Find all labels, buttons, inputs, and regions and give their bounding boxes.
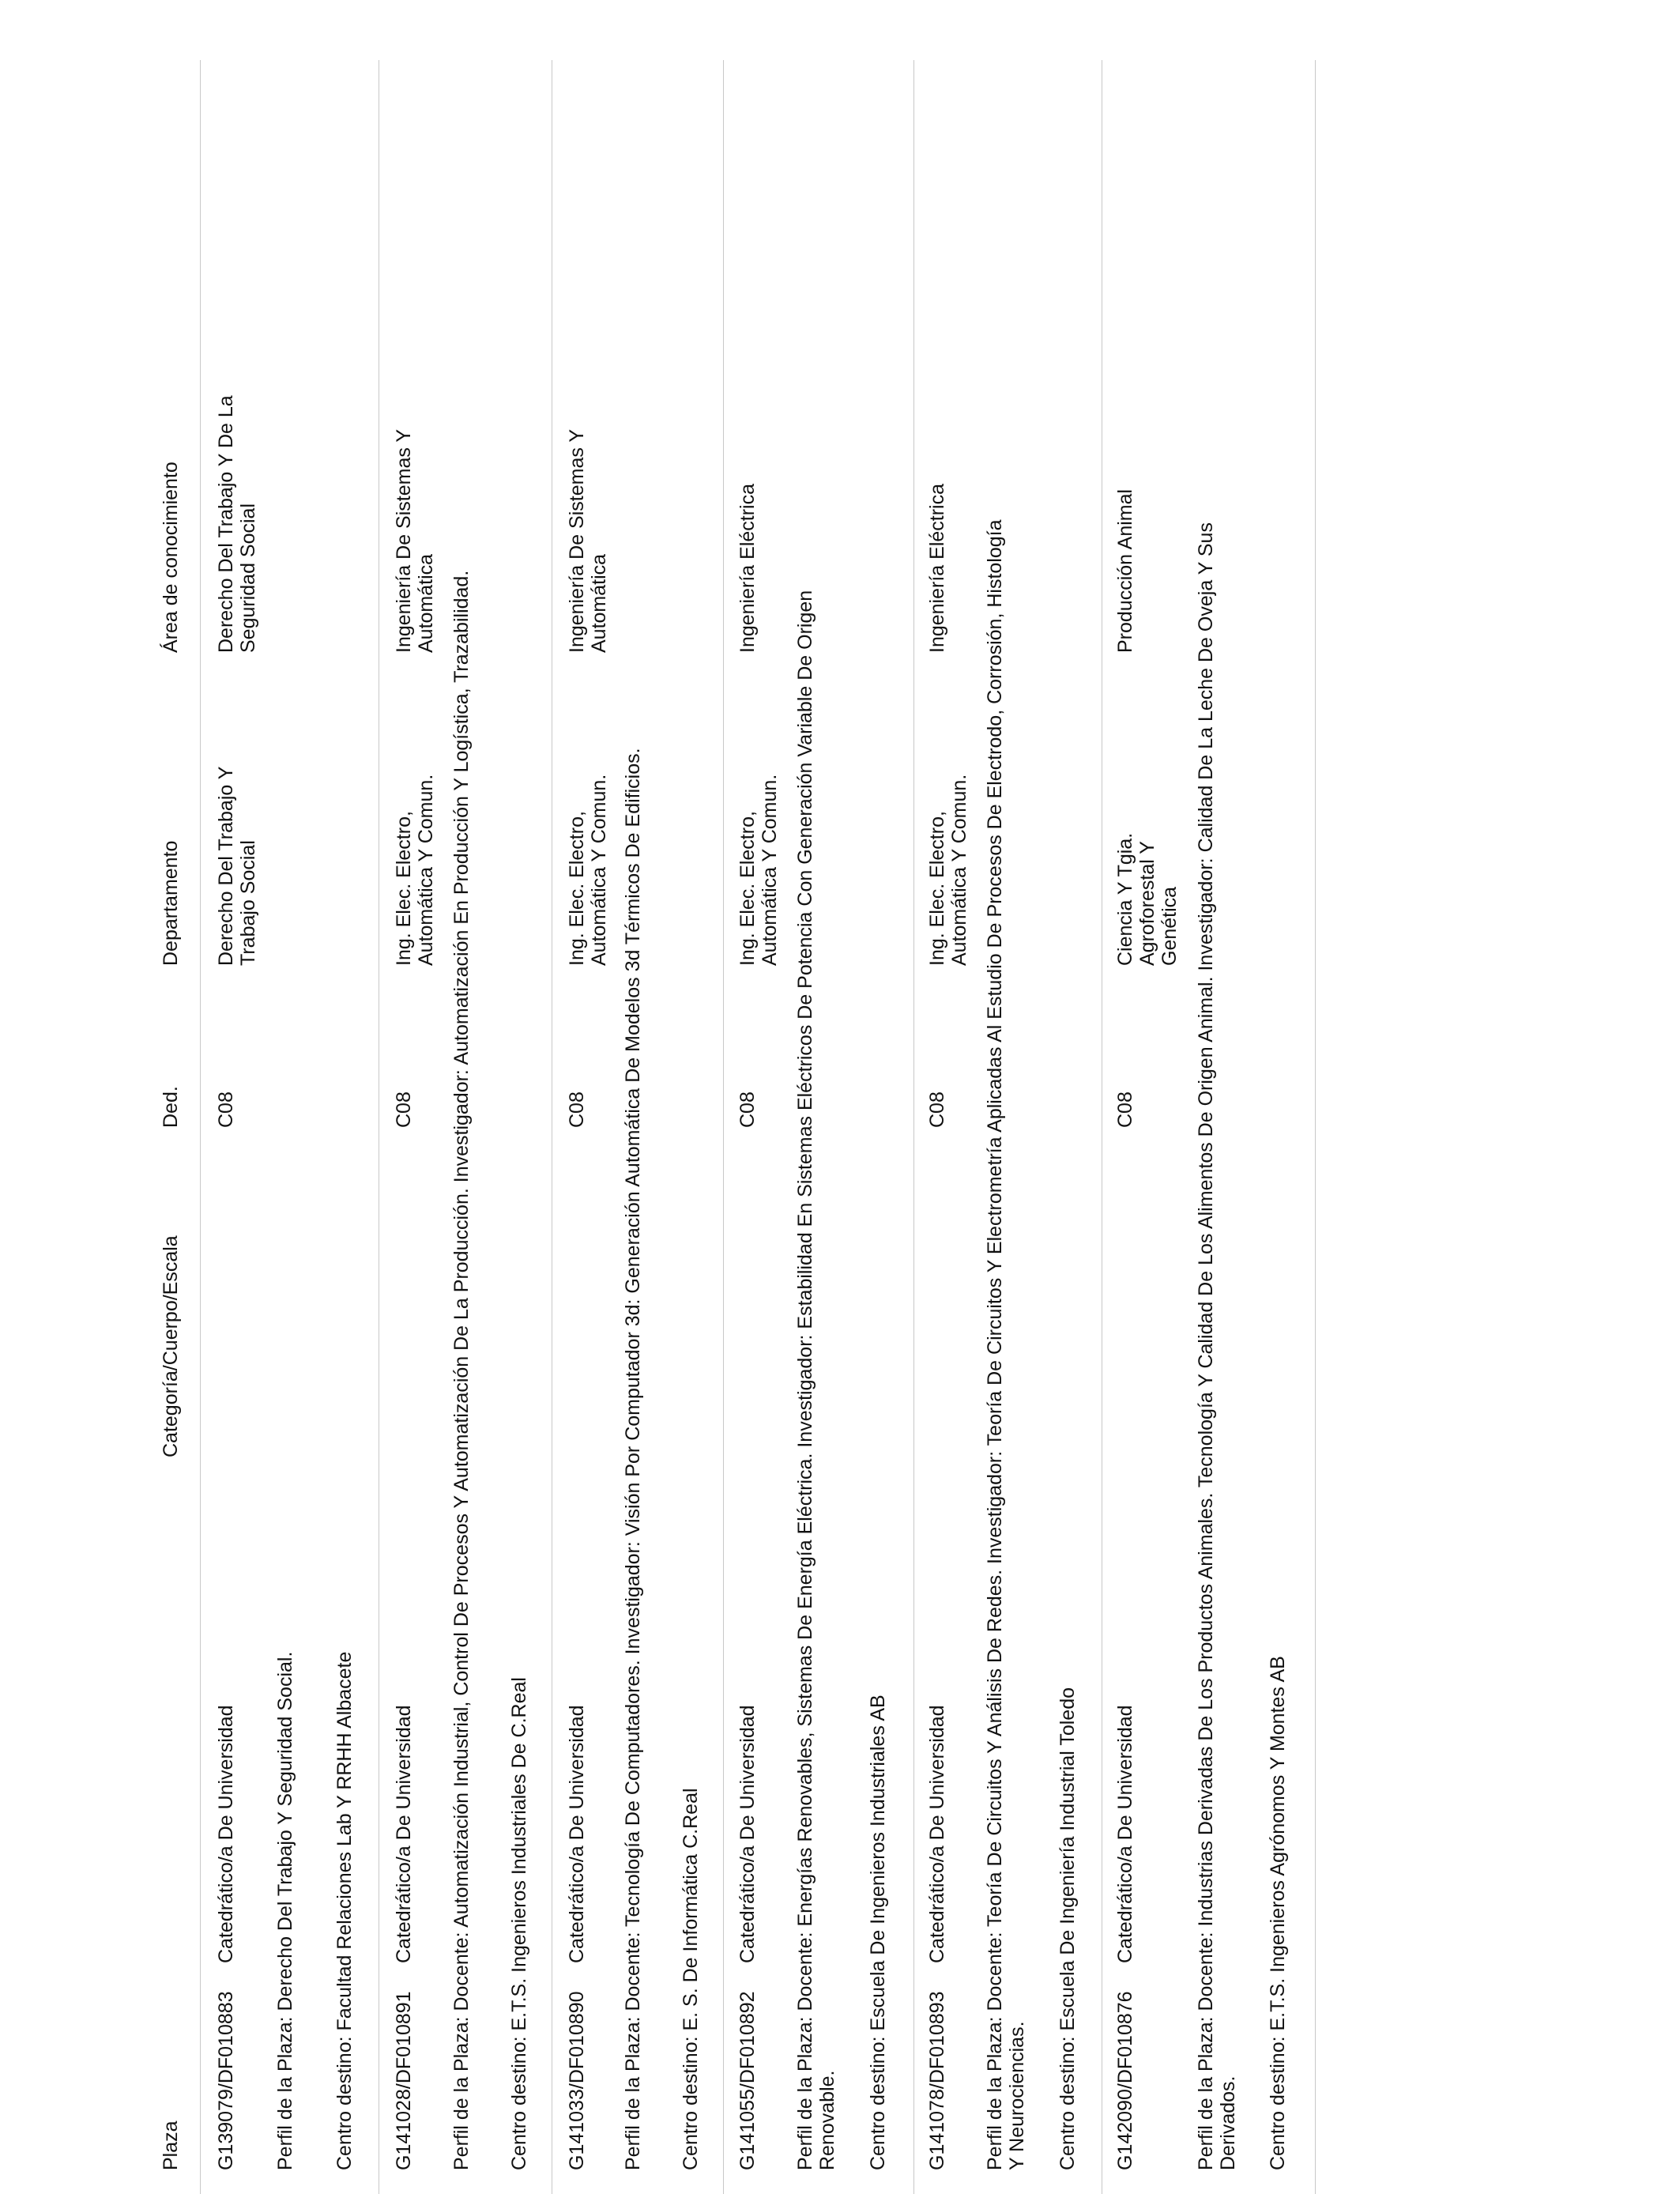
row-separator [723,60,724,2194]
row-separator [913,60,914,2194]
categoria-value: Catedrático/a De Universidad [215,1705,237,1963]
plaza-code: G141033/DF010890 [566,1991,588,2170]
departamento-line: Agroforestal Y [1136,841,1158,966]
departamento-line: Automática Y Comun. [948,774,970,966]
departamento-line: Automática Y Comun. [415,774,437,966]
centro-destino: Centro destino: E.T.S. Ingenieros Industriales De C.Real [508,1677,530,2170]
ded-value: C08 [215,1091,237,1128]
departamento-line: Derecho Del Trabajo Y [215,766,237,966]
area-line: Automática [415,553,437,653]
header-categoria: Categoría/Cuerpo/Escala [160,1235,182,1457]
area-line: Ingeniería De Sistemas Y [566,428,588,653]
perfil-line: Perfil de la Plaza: Docente: Teoría De Circuitos Y Análisis De Redes. Investigador: Teoría De Circuitos Y Electrometría Aplicadas Al Estudio De Procesos De Electrodo, Corrosión, Histología [984,519,1006,2170]
header-departamento: Departamento [160,840,182,966]
plaza-code: G141078/DF010893 [926,1991,948,2170]
departamento-line: Ing. Elec. Electro, [926,811,948,966]
area-line: Automática [588,553,610,653]
categoria-value: Catedrático/a De Universidad [1114,1705,1136,1963]
centro-destino: Centro destino: Escuela De Ingeniería Industrial Toledo [1057,1687,1079,2170]
departamento-line: Automática Y Comun. [588,774,610,966]
ded-value: C08 [926,1091,948,1128]
plaza-code: G139079/DF010883 [215,1991,237,2170]
ded-value: C08 [736,1091,759,1128]
ded-value: C08 [393,1091,415,1128]
perfil-line: Perfil de la Plaza: Docente: Automatización Industrial, Control De Procesos Y Automatización De La Producción. Investigador: Automatización En Producción Y Logística, Trazabilidad. [450,570,473,2170]
perfil-line: Perfil de la Plaza: Docente: Energías Renovables, Sistemas De Energía Eléctrica. Investigador: Estabilidad En Sistemas Eléctricos De Potencia Con Generación Variable De Origen [794,590,816,2170]
perfil-line: Y Neurociencias. [1006,2021,1028,2170]
area-line: Ingeniería Eléctrica [736,483,759,653]
departamento-line: Automática Y Comun. [759,774,781,966]
ded-value: C08 [1114,1091,1136,1128]
departamento-line: Ing. Elec. Electro, [736,811,759,966]
categoria-value: Catedrático/a De Universidad [393,1705,415,1963]
ded-value: C08 [566,1091,588,1128]
area-line: Ingeniería Eléctrica [926,483,948,653]
row-separator [200,60,201,2194]
departamento-line: Genética [1158,886,1181,966]
departamento-line: Ing. Elec. Electro, [566,811,588,966]
area-line: Seguridad Social [237,503,259,653]
header-plaza: Plaza [160,2120,182,2170]
centro-destino: Centro destino: E.T.S. Ingenieros Agrónomos Y Montes AB [1267,1656,1289,2170]
perfil-line: Renovable. [816,2070,838,2170]
perfil-line: Perfil de la Plaza: Derecho Del Trabajo Y Seguridad Social. [274,1651,296,2170]
plaza-code: G142090/DF010876 [1114,1991,1136,2170]
centro-destino: Centro destino: Escuela De Ingenieros Industriales AB [867,1695,889,2170]
plaza-code: G141028/DF010891 [393,1991,415,2170]
area-line: Derecho Del Trabajo Y De La [215,395,237,653]
categoria-value: Catedrático/a De Universidad [926,1705,948,1963]
header-area: Área de conocimiento [160,462,182,653]
area-line: Ingeniería De Sistemas Y [393,428,415,653]
categoria-value: Catedrático/a De Universidad [736,1705,759,1963]
plaza-code: G141055/DF010892 [736,1991,759,2170]
departamento-line: Trabajo Social [237,840,259,966]
centro-destino: Centro destino: Facultad Relaciones Lab Y RRHH Albacete [333,1651,356,2170]
row-separator [1315,60,1316,2194]
perfil-line: Derivados. [1217,2075,1239,2170]
departamento-line: Ing. Elec. Electro, [393,811,415,966]
departamento-line: Ciencia Y Tgia. [1114,832,1136,966]
perfil-line: Perfil de la Plaza: Docente: Tecnología De Computadores. Investigador: Visión Por Computador 3d: Generación Automática De Modelos 3d Térmicos De Edificios. [622,748,644,2170]
centro-destino: Centro destino: E. S. De Informática C.Real [680,1788,702,2170]
categoria-value: Catedrático/a De Universidad [566,1705,588,1963]
perfil-line: Perfil de la Plaza: Docente: Industrias Derivadas De Los Productos Animales. Tecnología Y Calidad De Los Alimentos De Origen Animal. Investigador: Calidad De La Leche De Oveja Y Sus [1195,522,1217,2170]
area-line: Producción Animal [1114,488,1136,653]
header-ded: Ded. [160,1086,182,1128]
